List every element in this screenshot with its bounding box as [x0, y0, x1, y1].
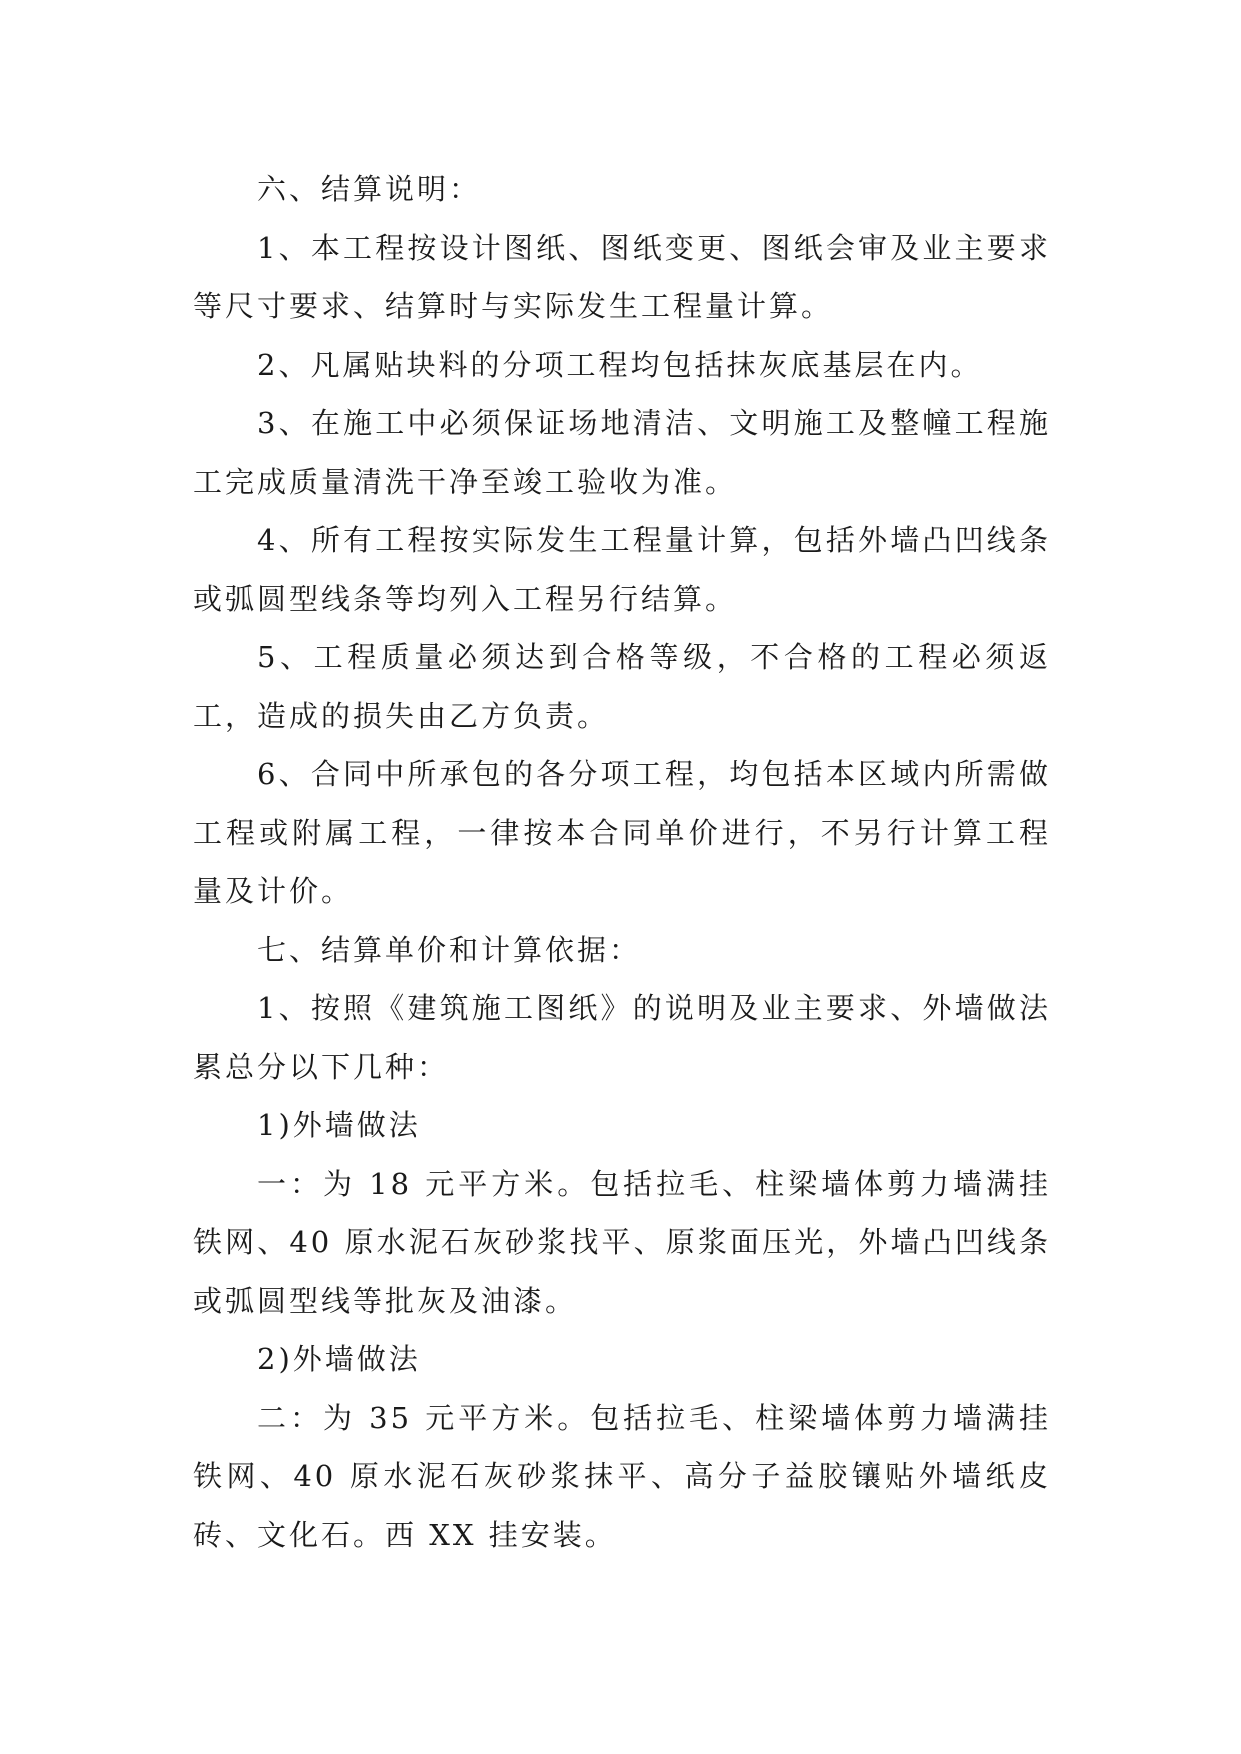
paragraph: 二：为 35 元平方米。包括拉毛、柱梁墙体剪力墙满挂铁网、40 原水泥石灰砂浆抹平、高分子益胶镶贴外墙纸皮砖、文化石。西 XX 挂安装。 — [193, 1400, 1051, 1552]
section-heading-settlement-notes: 六、结算说明： — [257, 172, 482, 206]
subheading-exterior-wall-method-1: 1)外墙做法 — [257, 1108, 421, 1142]
section-heading-unit-price-basis: 七、结算单价和计算依据： — [257, 932, 642, 967]
paragraph: 4、所有工程按实际发生工程量计算，包括外墙凸凹线条或弧圆型线条等均列入工程另行结算。 — [193, 523, 1051, 616]
paragraph: 1、本工程按设计图纸、图纸变更、图纸会审及业主要求等尺寸要求、结算时与实际发生工程量计算。 — [193, 230, 1051, 323]
paragraph: 一：为 18 元平方米。包括拉毛、柱梁墙体剪力墙满挂铁网、40 原水泥石灰砂浆找平、原浆面压光，外墙凸凹线条或弧圆型线等批灰及油漆。 — [193, 1166, 1051, 1318]
paragraph: 3、在施工中必须保证场地清洁、文明施工及整幢工程施工完成质量清洗干净至竣工验收为准。 — [193, 406, 1051, 499]
paragraph: 2、凡属贴块料的分项工程均包括抹灰底基层在内。 — [257, 347, 983, 382]
paragraph: 5、工程质量必须达到合格等级，不合格的工程必须返工，造成的损失由乙方负责。 — [193, 640, 1051, 733]
paragraph: 6、合同中所承包的各分项工程，均包括本区域内所需做工程或附属工程，一律按本合同单价进行，不另行计算工程量及计价。 — [193, 757, 1051, 908]
paragraph: 1、按照《建筑施工图纸》的说明及业主要求、外墙做法累总分以下几种： — [193, 991, 1051, 1084]
subheading-exterior-wall-method-2: 2)外墙做法 — [257, 1342, 421, 1376]
document-body — [193, 160, 1051, 1564]
